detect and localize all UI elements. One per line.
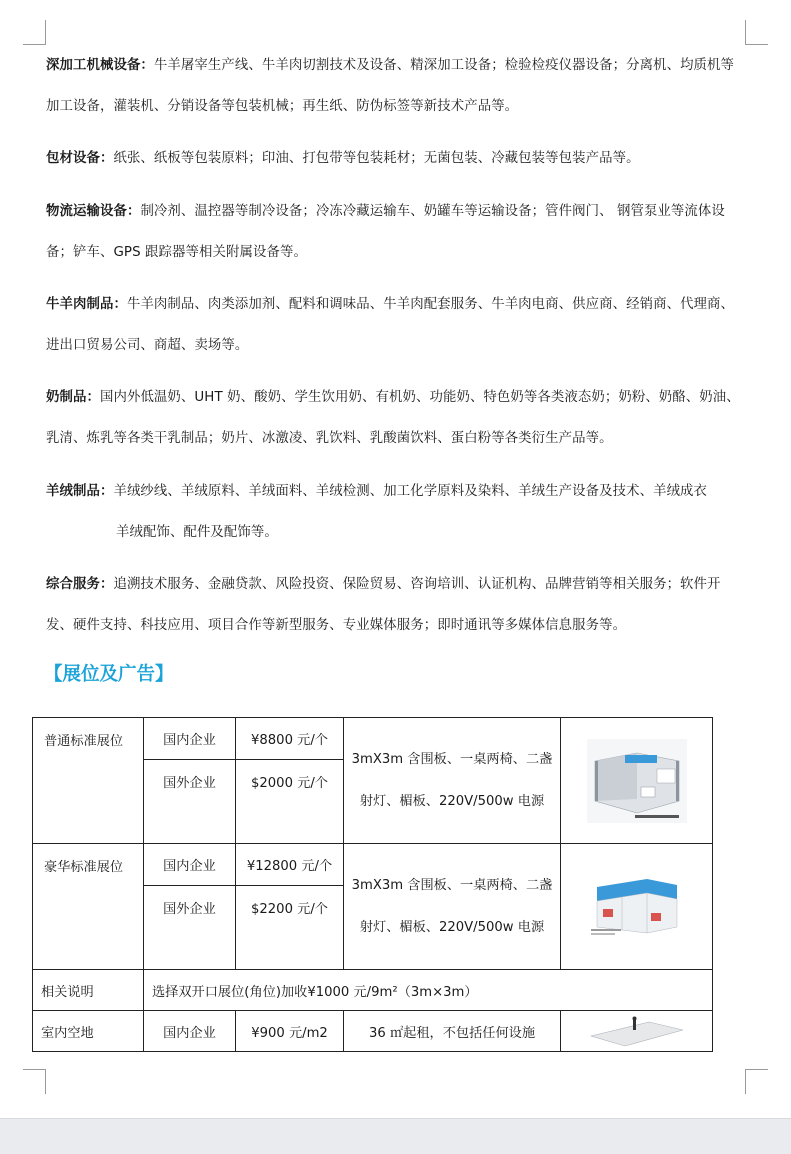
note-text: 选择双开口展位(角位)加收¥1000 元/9m²（3m×3m） <box>144 970 713 1011</box>
section-deep-processing <box>46 45 746 127</box>
luxury-domestic-label: 国内企业 <box>144 844 236 886</box>
booth-ad-heading: 【展位及广告】 <box>44 664 174 685</box>
section-text: 牛羊屠宰生产线、牛羊肉切割技术及设备、精深加工设备；检验检疫仪器设备；分离机、均质机等加工设备，灌装机、分销设备等包装机械；再生纸、防伪标签等新技术产品等。 <box>46 58 735 114</box>
section-text: 追溯技术服务、金融贷款、风险投资、保险贸易、咨询培训、认证机构、品牌营销等相关服务；软件开发、硬件支持、科技应用、项目合作等新型服务、专业媒体服务；即时通讯等多媒体信息服务等。 <box>46 577 721 633</box>
section-continuation: 羊绒配饰、配件及配饰等。 <box>116 525 278 540</box>
standard-domestic-price: ¥8800 元/个 <box>236 718 344 760</box>
luxury-booth-name: 豪华标准展位 <box>33 844 144 970</box>
luxury-booth-illustration-icon <box>587 869 687 945</box>
section-cashmere <box>46 471 746 553</box>
section-services <box>46 564 746 646</box>
section-logistics <box>46 191 746 273</box>
section-label: 牛羊肉制品： <box>46 297 127 312</box>
booth-price-table <box>32 717 713 1052</box>
luxury-foreign-price: $2200 元/个 <box>236 886 344 970</box>
space-price: ¥900 元/m2 <box>236 1011 344 1052</box>
note-label: 相关说明 <box>33 970 144 1011</box>
section-text: 纸张、纸板等包装原料；印油、打包带等包装耗材；无菌包装、冷藏包装等包装产品等。 <box>113 151 640 166</box>
section-dairy <box>46 377 746 459</box>
standard-domestic-label: 国内企业 <box>144 718 236 760</box>
standard-foreign-price: $2000 元/个 <box>236 760 344 844</box>
luxury-foreign-label: 国外企业 <box>144 886 236 970</box>
document-bottom-bar <box>0 1118 791 1154</box>
section-label: 包材设备： <box>46 151 114 166</box>
standard-foreign-label: 国外企业 <box>144 760 236 844</box>
section-label: 羊绒制品： <box>46 484 114 499</box>
space-desc: 36 ㎡起租，不包括任何设施 <box>344 1011 561 1052</box>
section-text: 国内外低温奶、UHT 奶、酸奶、学生饮用奶、有机奶、功能奶、特色奶等各类液态奶；奶粉、奶酪、奶油、乳清、炼乳等各类干乳制品；奶片、冰激凌、乳饮料、乳酸菌饮料、蛋白粉等各类衍生产品等。 <box>46 390 740 446</box>
section-text: 羊绒纱线、羊绒原料、羊绒面料、羊绒检测、加工化学原料及染料、羊绒生产设备及技术、羊绒成衣 <box>113 484 708 499</box>
crop-mark-bottom-left <box>23 1069 46 1094</box>
luxury-booth-image <box>561 844 713 970</box>
standard-booth-illustration-icon <box>587 739 687 823</box>
section-label: 物流运输设备： <box>46 204 141 219</box>
section-label: 奶制品： <box>46 390 100 405</box>
space-domestic-label: 国内企业 <box>144 1011 236 1052</box>
section-meat-products <box>46 284 746 366</box>
luxury-booth-desc: 3mX3m 含围板、一桌两椅、二盏射灯、楣板、220V/500w 电源 <box>344 844 561 970</box>
standard-booth-desc: 3mX3m 含围板、一桌两椅、二盏射灯、楣板、220V/500w 电源 <box>344 718 561 844</box>
crop-mark-bottom-right <box>745 1069 768 1094</box>
section-text: 牛羊肉制品、肉类添加剂、配料和调味品、牛羊肉配套服务、牛羊肉电商、供应商、经销商、代理商、进出口贸易公司、商超、卖场等。 <box>46 297 735 353</box>
crop-mark-top-left <box>23 20 46 45</box>
floor-space-illustration-icon <box>587 1014 687 1048</box>
standard-booth-name: 普通标准展位 <box>33 718 144 844</box>
section-text: 制冷剂、温控器等制冷设备；冷冻冷藏运输车、奶罐车等运输设备；管件阀门、 钢管泵业等流体设备；铲车、GPS 跟踪器等相关附属设备等。 <box>46 204 725 260</box>
standard-booth-image <box>561 718 713 844</box>
section-label: 综合服务： <box>46 577 114 592</box>
section-label: 深加工机械设备： <box>46 58 154 73</box>
space-image <box>561 1011 713 1052</box>
space-label: 室内空地 <box>33 1011 144 1052</box>
luxury-domestic-price: ¥12800 元/个 <box>236 844 344 886</box>
crop-mark-top-right <box>745 20 768 45</box>
section-packaging <box>46 138 746 179</box>
